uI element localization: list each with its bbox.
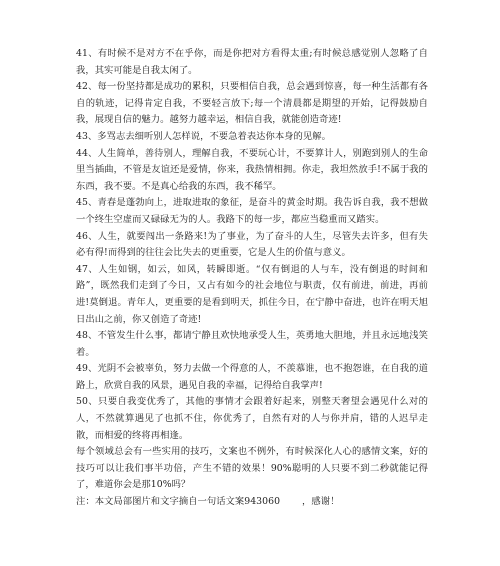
paragraph-43: 43、多骂志去细听别人怎样说，不要急着表达你本身的见解。 [76, 130, 331, 142]
source-note-text: 注：本文局部图片和文字摘自一句话文案 [76, 496, 245, 508]
paragraph-44: 44、人生简单，善待别人，理解自我，不要玩心计，不要算计人，别跑到别人的生命里当插曲，不管是友谊还是爱情，你来，我热情相拥。你走，我坦然放手!不属于我的东西，我不要。不是真心给我的东西，我不稀罕。 [76, 147, 428, 192]
paragraph-49: 49、光阴不会被辜负，努力去做一个得意的人，不羡慕谁，也不抱怨谁，在自我的道路上，欣赏自我的风景，遇见自我的幸福，记得给自我掌声! [76, 363, 428, 391]
paragraph-46: 46、人生，就要闯出一条路来!为了事业，为了奋斗的人生，尽管失去许多，但有失必有得!而得到的往往会比失去的更重要，它是人生的价值与意义。 [76, 230, 428, 259]
paragraph-41: 41、有时候不是对方不在乎你，而是你把对方看得太重;有时候总感觉别人忽略了自我，其实可能是自我太闲了。 [76, 48, 428, 76]
source-note [76, 494, 428, 511]
closing-paragraph: 每个领域总会有一些实用的技巧，文案也不例外，有时候深化人心的感情文案，好的技巧可以让我们事半功倍，产生不错的效果！90%聪明的人只要不到二秒就能记得了，难道你会是那10%吗？ [76, 446, 428, 491]
source-note-thanks: ，感谢！ [302, 496, 340, 508]
paragraph-47: 47、人生如钢，如云，如风，转瞬即逝。“仅有倒退的人与车，没有倒退的时间和路”，既然我们走到了今日，又占有如今的社会地位与职责，仅有前进，前进，再前进!莫倒退。青年人，更重要的是看到明天，抓住今日，在宁静中奋进，也许在明天旭日出山之前，你又创造了奇迹! [76, 263, 428, 325]
paragraph-42: 42、每一份坚持都是成功的累积，只要相信自我，总会遇到惊喜，每一种生活都有各自的轨迹，记得肯定自我，不要轻言放下;每一个清晨都是期望的开始，记得鼓励自我，展现自信的魅力。越努力越幸运，相信自我，就能创造奇迹! [76, 81, 428, 126]
source-note-code: 943060 [244, 496, 281, 508]
paragraph-48: 48、不管发生什么事，都请宁静且欢快地承受人生，英勇地大胆地，并且永远地浅笑着。 [76, 330, 428, 358]
paragraph-50: 50、只要自我变优秀了，其他的事情才会跟着好起来，别整天奢望会遇见什么对的人，不然就算遇见了也抓不住，你优秀了，自然有对的人与你并肩，错的人迟早走散，而相爱的终将再相逢。 [76, 396, 428, 441]
paragraph-45: 45、青春是蓬勃向上，进取进取的象征，是奋斗的黄金时期。我告诉自我，我不想做一个终生空虚而又碌碌无为的人。我路下的每一步，都应当稳重而又踏实。 [76, 197, 428, 225]
document-body [76, 46, 428, 511]
